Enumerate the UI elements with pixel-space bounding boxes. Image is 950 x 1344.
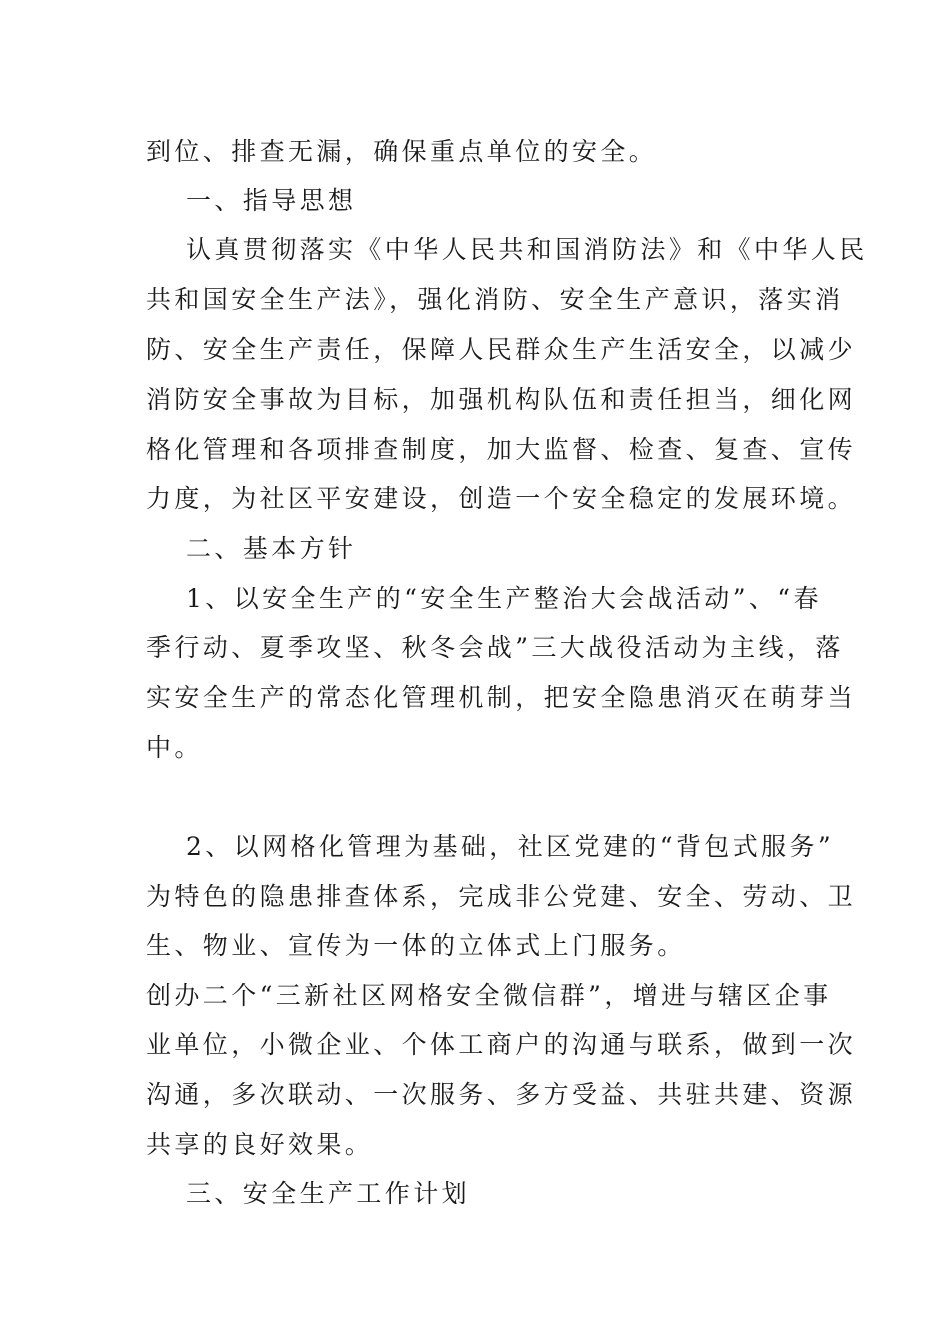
text-line-17: 创办二个“三新社区网格安全微信群”，增进与辖区企事 [146,981,832,1010]
text-line-1: 到位、排查无漏，确保重点单位的安全。 [146,137,658,166]
text-line-18: 业单位，小微企业、个体工商户的沟通与联系，做到一次 [146,1030,857,1059]
section-heading-basic-policy: 二、基本方针 [186,534,357,563]
section-heading-work-plan: 三、安全生产工作计划 [186,1179,471,1208]
text-line-14: 2、以网格化管理为基础，社区党建的“背包式服务” [186,832,835,861]
section-heading-guiding-ideology: 一、指导思想 [186,186,357,215]
text-line-11: 季行动、夏季攻坚、秋冬会战”三大战役活动为主线，落 [146,633,844,662]
text-line-16: 生、物业、宣传为一体的立体式上门服务。 [146,931,686,960]
text-line-20: 共享的良好效果。 [146,1130,374,1159]
text-line-5: 防、安全生产责任，保障人民群众生产生活安全，以减少 [146,335,857,364]
text-line-6: 消防安全事故为目标，加强机构队伍和责任担当，细化网 [146,385,857,414]
text-line-13: 中。 [146,733,203,762]
text-line-3: 认真贯彻落实《中华人民共和国消防法》和《中华人民 [186,235,868,264]
text-line-4: 共和国安全生产法》，强化消防、安全生产意识，落实消 [146,285,844,314]
text-line-8: 力度，为社区平安建设，创造一个安全稳定的发展环境。 [146,484,857,513]
text-line-19: 沟通，多次联动、一次服务、多方受益、共驻共建、资源 [146,1080,857,1109]
text-line-7: 格化管理和各项排查制度，加大监督、检查、复查、宣传 [146,435,857,464]
text-line-15: 为特色的隐患排查体系，完成非公党建、安全、劳动、卫 [146,882,857,911]
text-line-12: 实安全生产的常态化管理机制，把安全隐患消灭在萌芽当 [146,683,857,712]
text-line-10: 1、以安全生产的“安全生产整治大会战活动”、“春 [186,584,822,613]
